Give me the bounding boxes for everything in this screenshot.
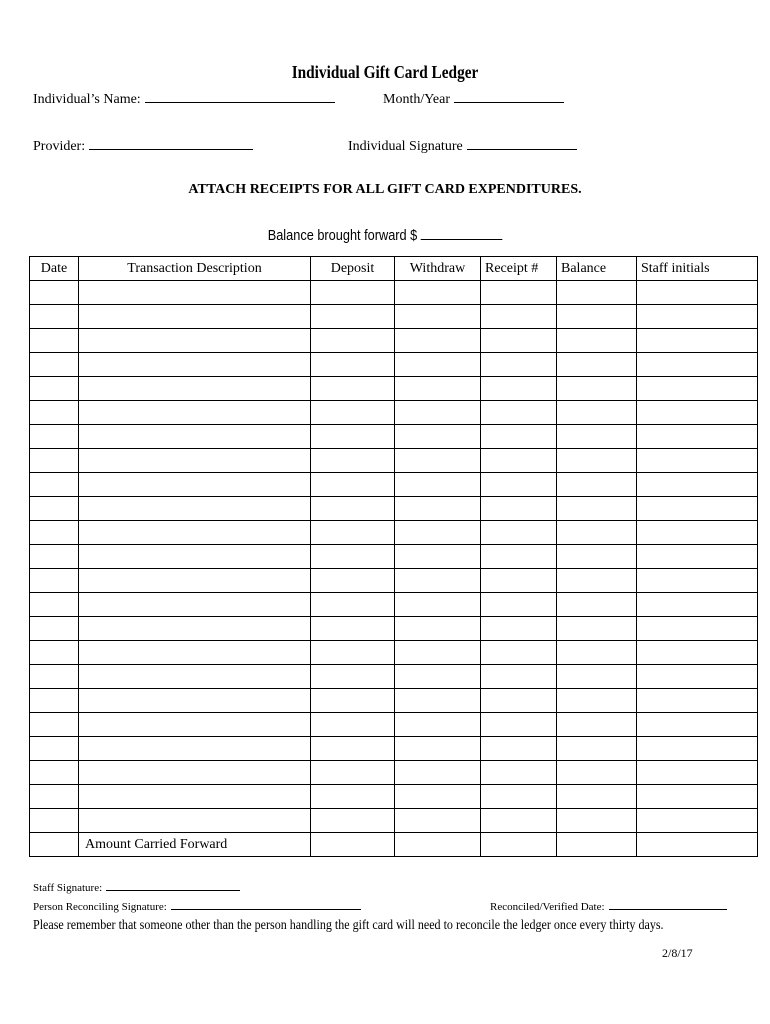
table-cell[interactable] <box>79 521 311 545</box>
table-row <box>30 785 758 809</box>
table-cell[interactable] <box>557 449 637 473</box>
table-cell[interactable] <box>311 569 395 593</box>
table-cell[interactable] <box>481 689 557 713</box>
table-cell[interactable] <box>395 785 481 809</box>
table-cell[interactable] <box>481 713 557 737</box>
balance-forward-label: Balance brought forward $ <box>267 227 418 244</box>
table-cell[interactable] <box>481 761 557 785</box>
table-cell[interactable] <box>637 305 758 329</box>
col-receipt: Receipt # <box>481 257 557 281</box>
table-cell[interactable] <box>481 425 557 449</box>
table-cell[interactable] <box>311 689 395 713</box>
table-row <box>30 329 758 353</box>
table-row <box>30 497 758 521</box>
table-cell[interactable] <box>30 521 79 545</box>
table-cell[interactable] <box>395 497 481 521</box>
table-cell[interactable] <box>481 305 557 329</box>
table-cell[interactable] <box>395 377 481 401</box>
table-row <box>30 473 758 497</box>
table-cell[interactable] <box>637 713 758 737</box>
table-cell[interactable] <box>311 521 395 545</box>
table-cell[interactable] <box>311 833 395 857</box>
table-cell[interactable] <box>637 377 758 401</box>
staff-signature-field[interactable] <box>33 880 240 894</box>
table-cell[interactable] <box>637 617 758 641</box>
table-cell[interactable] <box>557 545 637 569</box>
table-cell[interactable] <box>481 401 557 425</box>
staff-signature-line[interactable] <box>106 880 240 891</box>
table-cell[interactable] <box>557 713 637 737</box>
table-cell[interactable] <box>395 473 481 497</box>
table-cell[interactable] <box>30 305 79 329</box>
table-cell[interactable] <box>395 521 481 545</box>
table-cell[interactable] <box>481 281 557 305</box>
table-cell[interactable] <box>311 353 395 377</box>
table-cell[interactable] <box>30 737 79 761</box>
table-cell[interactable] <box>637 737 758 761</box>
table-cell[interactable] <box>557 305 637 329</box>
table-cell[interactable] <box>30 569 79 593</box>
table-cell[interactable] <box>481 737 557 761</box>
table-cell[interactable] <box>557 473 637 497</box>
table-cell[interactable] <box>30 833 79 857</box>
table-cell[interactable] <box>311 425 395 449</box>
table-cell[interactable] <box>395 353 481 377</box>
balance-forward-field[interactable] <box>58 226 713 244</box>
table-row <box>30 689 758 713</box>
table-cell[interactable] <box>637 329 758 353</box>
table-cell[interactable] <box>637 809 758 833</box>
table-cell[interactable] <box>30 401 79 425</box>
table-cell[interactable] <box>395 305 481 329</box>
table-cell[interactable] <box>395 641 481 665</box>
table-cell[interactable] <box>481 785 557 809</box>
table-cell[interactable] <box>311 713 395 737</box>
table-cell[interactable] <box>79 497 311 521</box>
table-cell[interactable] <box>79 377 311 401</box>
table-cell[interactable] <box>395 809 481 833</box>
table-cell[interactable] <box>30 497 79 521</box>
table-cell[interactable] <box>79 305 311 329</box>
table-cell[interactable] <box>311 329 395 353</box>
table-cell[interactable] <box>311 785 395 809</box>
table-cell[interactable] <box>30 617 79 641</box>
table-cell[interactable] <box>637 473 758 497</box>
table-cell[interactable] <box>481 593 557 617</box>
table-cell[interactable] <box>481 329 557 353</box>
table-cell[interactable] <box>311 497 395 521</box>
table-row <box>30 545 758 569</box>
table-cell[interactable] <box>481 833 557 857</box>
table-cell[interactable] <box>481 521 557 545</box>
table-cell[interactable] <box>311 617 395 641</box>
table-row <box>30 593 758 617</box>
table-cell[interactable] <box>481 617 557 641</box>
table-cell[interactable] <box>557 665 637 689</box>
table-cell[interactable] <box>395 569 481 593</box>
table-cell[interactable] <box>395 833 481 857</box>
table-cell[interactable] <box>79 713 311 737</box>
table-cell[interactable] <box>557 377 637 401</box>
table-row <box>30 377 758 401</box>
table-cell[interactable] <box>557 569 637 593</box>
table-cell[interactable] <box>311 473 395 497</box>
receipts-notice: ATTACH RECEIPTS FOR ALL GIFT CARD EXPENDITURES. <box>188 182 582 197</box>
page-title: Individual Gift Card Ledger <box>291 62 479 82</box>
table-cell[interactable] <box>79 617 311 641</box>
ledger-table <box>29 256 758 857</box>
table-cell[interactable] <box>30 425 79 449</box>
table-row <box>30 281 758 305</box>
person-reconciling-label: Person Reconciling Signature: <box>33 901 167 913</box>
table-cell[interactable] <box>30 281 79 305</box>
table-cell[interactable] <box>79 737 311 761</box>
table-cell[interactable] <box>557 761 637 785</box>
table-cell[interactable] <box>79 665 311 689</box>
table-row <box>30 617 758 641</box>
table-row <box>30 569 758 593</box>
table-cell[interactable] <box>311 809 395 833</box>
provider-label: Provider: <box>33 139 86 154</box>
table-row <box>30 737 758 761</box>
table-cell[interactable] <box>481 497 557 521</box>
table-cell[interactable] <box>557 833 637 857</box>
table-cell[interactable] <box>79 329 311 353</box>
reconciled-date-field[interactable] <box>490 899 727 913</box>
table-row <box>30 449 758 473</box>
month-year-field[interactable] <box>383 90 564 108</box>
table-cell[interactable] <box>637 665 758 689</box>
table-cell[interactable] <box>30 377 79 401</box>
table-cell[interactable] <box>557 593 637 617</box>
table-cell[interactable] <box>79 689 311 713</box>
reconciled-date-label: Reconciled/Verified Date: <box>490 901 605 913</box>
table-cell[interactable] <box>30 641 79 665</box>
individual-signature-line[interactable] <box>467 137 577 150</box>
table-cell[interactable] <box>395 665 481 689</box>
table-cell[interactable] <box>637 401 758 425</box>
form-date: 2/8/17 <box>662 946 693 960</box>
table-cell[interactable] <box>311 401 395 425</box>
table-cell[interactable] <box>30 329 79 353</box>
table-cell[interactable] <box>311 593 395 617</box>
table-cell[interactable] <box>30 593 79 617</box>
person-reconciling-field[interactable] <box>33 899 361 913</box>
table-cell[interactable] <box>311 665 395 689</box>
table-row <box>30 809 758 833</box>
table-cell[interactable] <box>637 545 758 569</box>
table-row <box>30 713 758 737</box>
individual-name-label: Individual’s Name: <box>33 92 141 107</box>
table-cell[interactable] <box>79 449 311 473</box>
table-cell[interactable] <box>30 473 79 497</box>
table-cell[interactable] <box>481 641 557 665</box>
table-cell[interactable] <box>79 473 311 497</box>
table-cell[interactable] <box>557 641 637 665</box>
provider-line[interactable] <box>89 137 253 150</box>
table-cell[interactable] <box>79 281 311 305</box>
individual-signature-field[interactable] <box>348 137 577 155</box>
staff-signature-label: Staff Signature: <box>33 882 103 894</box>
reconciled-date-line[interactable] <box>609 899 727 910</box>
table-cell[interactable] <box>395 281 481 305</box>
table-cell[interactable] <box>395 761 481 785</box>
table-row <box>30 521 758 545</box>
table-cell[interactable] <box>395 737 481 761</box>
table-cell[interactable] <box>637 593 758 617</box>
table-cell[interactable] <box>311 281 395 305</box>
col-deposit: Deposit <box>311 257 395 281</box>
table-cell[interactable] <box>79 353 311 377</box>
table-header-row <box>30 257 758 281</box>
month-year-line[interactable] <box>454 90 564 103</box>
table-cell[interactable] <box>637 761 758 785</box>
table-row <box>30 761 758 785</box>
table-row <box>30 641 758 665</box>
table-cell[interactable] <box>30 761 79 785</box>
table-cell[interactable] <box>637 425 758 449</box>
table-cell[interactable] <box>557 689 637 713</box>
table-cell[interactable] <box>311 761 395 785</box>
table-cell[interactable] <box>311 377 395 401</box>
table-cell[interactable] <box>79 641 311 665</box>
table-cell[interactable] <box>395 593 481 617</box>
month-year-label: Month/Year <box>383 92 451 107</box>
individual-signature-label: Individual Signature <box>348 139 463 154</box>
table-cell[interactable] <box>311 641 395 665</box>
table-cell[interactable] <box>79 785 311 809</box>
table-cell[interactable] <box>637 281 758 305</box>
table-cell[interactable] <box>481 449 557 473</box>
reconcile-reminder: Please remember that someone other than the person handling the gift card will need to reconcile the ledger once every thirty days. <box>33 918 664 933</box>
table-cell[interactable] <box>637 785 758 809</box>
table-cell[interactable] <box>481 353 557 377</box>
table-cell[interactable] <box>395 449 481 473</box>
table-cell[interactable] <box>395 401 481 425</box>
table-cell[interactable] <box>30 689 79 713</box>
table-cell[interactable] <box>30 449 79 473</box>
table-cell[interactable] <box>395 617 481 641</box>
table-cell[interactable] <box>481 377 557 401</box>
table-cell[interactable] <box>481 473 557 497</box>
table-cell[interactable] <box>311 449 395 473</box>
table-cell[interactable] <box>311 737 395 761</box>
table-cell[interactable] <box>481 569 557 593</box>
individual-name-field[interactable] <box>33 90 335 108</box>
table-cell[interactable] <box>79 401 311 425</box>
table-row <box>30 425 758 449</box>
table-cell[interactable] <box>481 545 557 569</box>
table-cell[interactable] <box>557 737 637 761</box>
table-cell[interactable] <box>395 689 481 713</box>
table-cell[interactable] <box>557 497 637 521</box>
table-cell[interactable] <box>311 545 395 569</box>
col-staff-initials: Staff initials <box>637 257 758 281</box>
table-cell[interactable] <box>395 425 481 449</box>
table-cell[interactable] <box>637 833 758 857</box>
table-cell[interactable] <box>557 785 637 809</box>
col-withdraw: Withdraw <box>395 257 481 281</box>
table-row <box>30 665 758 689</box>
table-row <box>30 305 758 329</box>
table-cell[interactable] <box>557 329 637 353</box>
person-reconciling-line[interactable] <box>171 899 361 910</box>
table-cell[interactable] <box>30 545 79 569</box>
table-cell[interactable] <box>30 785 79 809</box>
table-row <box>30 401 758 425</box>
table-cell[interactable] <box>557 809 637 833</box>
table-cell[interactable] <box>30 665 79 689</box>
provider-field[interactable] <box>33 137 253 155</box>
table-cell[interactable] <box>557 401 637 425</box>
table-cell[interactable] <box>481 809 557 833</box>
amount-carried-forward-row <box>30 833 758 857</box>
table-cell[interactable] <box>557 425 637 449</box>
table-cell[interactable] <box>30 713 79 737</box>
table-cell[interactable] <box>637 353 758 377</box>
table-cell[interactable] <box>395 329 481 353</box>
table-cell[interactable] <box>395 545 481 569</box>
individual-name-line[interactable] <box>145 90 335 103</box>
table-cell[interactable] <box>637 449 758 473</box>
table-cell[interactable] <box>311 305 395 329</box>
table-cell[interactable] <box>79 761 311 785</box>
table-cell[interactable] <box>79 569 311 593</box>
col-date: Date <box>30 257 79 281</box>
table-cell[interactable] <box>557 281 637 305</box>
table-cell[interactable] <box>79 593 311 617</box>
table-cell[interactable] <box>30 353 79 377</box>
table-cell[interactable] <box>557 521 637 545</box>
table-cell[interactable] <box>637 641 758 665</box>
table-cell[interactable] <box>30 809 79 833</box>
amount-carried-forward-label: Amount Carried Forward <box>79 833 311 857</box>
table-cell[interactable] <box>557 353 637 377</box>
table-cell[interactable] <box>79 425 311 449</box>
table-cell[interactable] <box>79 545 311 569</box>
table-row <box>30 353 758 377</box>
col-balance: Balance <box>557 257 637 281</box>
table-cell[interactable] <box>637 689 758 713</box>
col-description: Transaction Description <box>79 257 311 281</box>
balance-forward-line[interactable] <box>421 226 503 240</box>
table-cell[interactable] <box>395 713 481 737</box>
table-cell[interactable] <box>481 665 557 689</box>
table-cell[interactable] <box>557 617 637 641</box>
table-cell[interactable] <box>637 521 758 545</box>
table-cell[interactable] <box>79 809 311 833</box>
table-cell[interactable] <box>637 569 758 593</box>
table-cell[interactable] <box>637 497 758 521</box>
